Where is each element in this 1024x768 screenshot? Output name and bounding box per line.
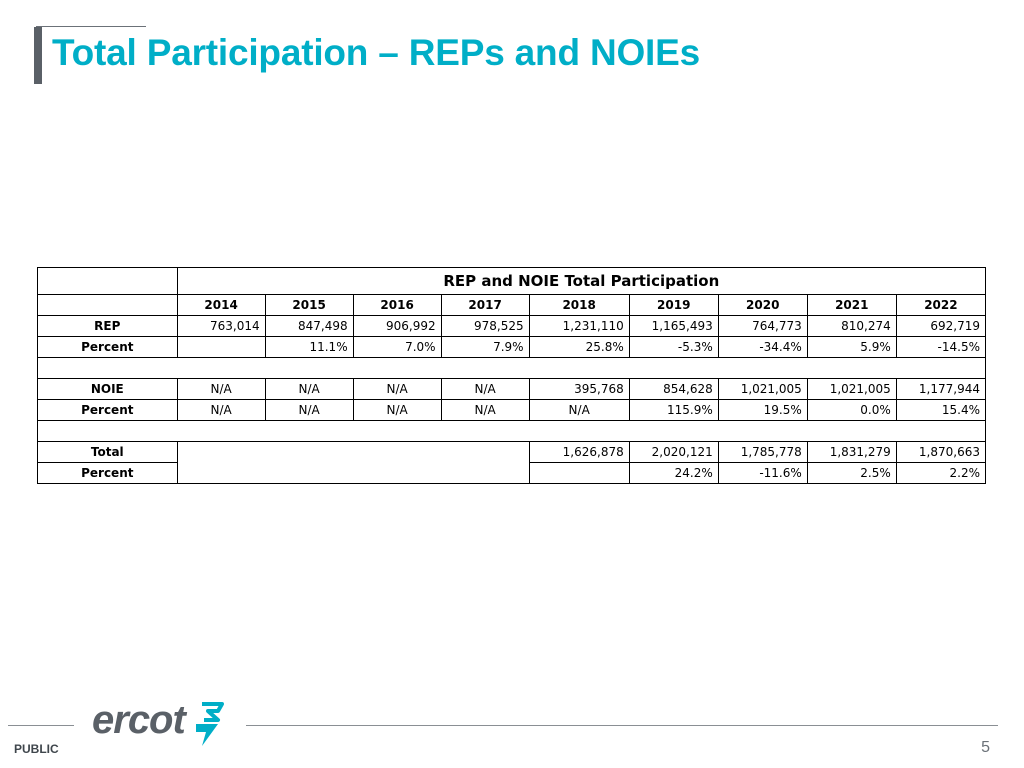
corner-cell — [38, 268, 178, 295]
table-cell: 847,498 — [265, 316, 353, 337]
noie-row — [38, 379, 986, 400]
rep-row — [38, 316, 986, 337]
footer-rule-right — [246, 725, 998, 726]
table-cell: 19.5% — [718, 400, 807, 421]
table-cell: 2,020,121 — [629, 442, 718, 463]
table-cell: 1,021,005 — [718, 379, 807, 400]
spacer-cell — [38, 421, 986, 442]
table-cell: 1,785,778 — [718, 442, 807, 463]
row-label: Percent — [38, 337, 178, 358]
row-label: REP — [38, 316, 178, 337]
table-cell: N/A — [353, 400, 441, 421]
empty-block — [177, 442, 529, 484]
table-cell: 15.4% — [896, 400, 985, 421]
footer-rule-left — [8, 725, 74, 726]
logo-mark-icon — [188, 698, 228, 750]
noie-percent-row — [38, 400, 986, 421]
year-header: 2018 — [529, 295, 629, 316]
row-label: Percent — [38, 400, 178, 421]
table-cell: 1,021,005 — [807, 379, 896, 400]
table-cell: N/A — [265, 400, 353, 421]
spacer-cell — [38, 358, 986, 379]
table-cell — [177, 337, 265, 358]
table-caption: REP and NOIE Total Participation — [177, 268, 985, 295]
title-accent-bar — [34, 27, 42, 84]
table-cell: N/A — [529, 400, 629, 421]
table-cell: 978,525 — [441, 316, 529, 337]
table-cell: 764,773 — [718, 316, 807, 337]
table-cell: 906,992 — [353, 316, 441, 337]
table-cell: 0.0% — [807, 400, 896, 421]
title-rule — [36, 26, 146, 27]
table-cell: 7.0% — [353, 337, 441, 358]
table-cell: 1,177,944 — [896, 379, 985, 400]
table-cell — [529, 463, 629, 484]
table-caption-row — [38, 268, 986, 295]
table-cell: 763,014 — [177, 316, 265, 337]
total-row — [38, 442, 986, 463]
table-cell: 2.5% — [807, 463, 896, 484]
table-cell: N/A — [441, 379, 529, 400]
table-cell: -34.4% — [718, 337, 807, 358]
year-header: 2021 — [807, 295, 896, 316]
table-cell: 1,831,279 — [807, 442, 896, 463]
table-cell: 854,628 — [629, 379, 718, 400]
year-header: 2016 — [353, 295, 441, 316]
table-cell: 810,274 — [807, 316, 896, 337]
table-cell: 115.9% — [629, 400, 718, 421]
table-cell: 1,165,493 — [629, 316, 718, 337]
year-header: 2022 — [896, 295, 985, 316]
row-label: Percent — [38, 463, 178, 484]
table-cell: N/A — [441, 400, 529, 421]
table-cell: 2.2% — [896, 463, 985, 484]
table-cell: 25.8% — [529, 337, 629, 358]
year-header: 2015 — [265, 295, 353, 316]
table-cell: -5.3% — [629, 337, 718, 358]
row-label: Total — [38, 442, 178, 463]
spacer-row — [38, 421, 986, 442]
table-cell: N/A — [177, 400, 265, 421]
year-header: 2019 — [629, 295, 718, 316]
year-header: 2017 — [441, 295, 529, 316]
table-cell: 692,719 — [896, 316, 985, 337]
year-header: 2014 — [177, 295, 265, 316]
table-cell: 1,626,878 — [529, 442, 629, 463]
classification-label: PUBLIC — [14, 742, 59, 756]
year-header-row — [38, 295, 986, 316]
table-cell: 1,231,110 — [529, 316, 629, 337]
slide-title: Total Participation – REPs and NOIEs — [52, 32, 700, 73]
participation-table — [37, 267, 986, 484]
spacer-row — [38, 358, 986, 379]
table-cell: N/A — [177, 379, 265, 400]
table-cell: 7.9% — [441, 337, 529, 358]
table-cell: 24.2% — [629, 463, 718, 484]
table-cell: 5.9% — [807, 337, 896, 358]
table-cell: 1,870,663 — [896, 442, 985, 463]
corner-cell — [38, 295, 178, 316]
table-cell: -14.5% — [896, 337, 985, 358]
page-number: 5 — [981, 739, 990, 756]
rep-percent-row — [38, 337, 986, 358]
table-cell: -11.6% — [718, 463, 807, 484]
year-header: 2020 — [718, 295, 807, 316]
table-cell: N/A — [265, 379, 353, 400]
table-cell: 11.1% — [265, 337, 353, 358]
logo-wordmark: ercot — [92, 698, 185, 742]
ercot-logo — [92, 698, 232, 750]
table-cell: 395,768 — [529, 379, 629, 400]
row-label: NOIE — [38, 379, 178, 400]
table-cell: N/A — [353, 379, 441, 400]
